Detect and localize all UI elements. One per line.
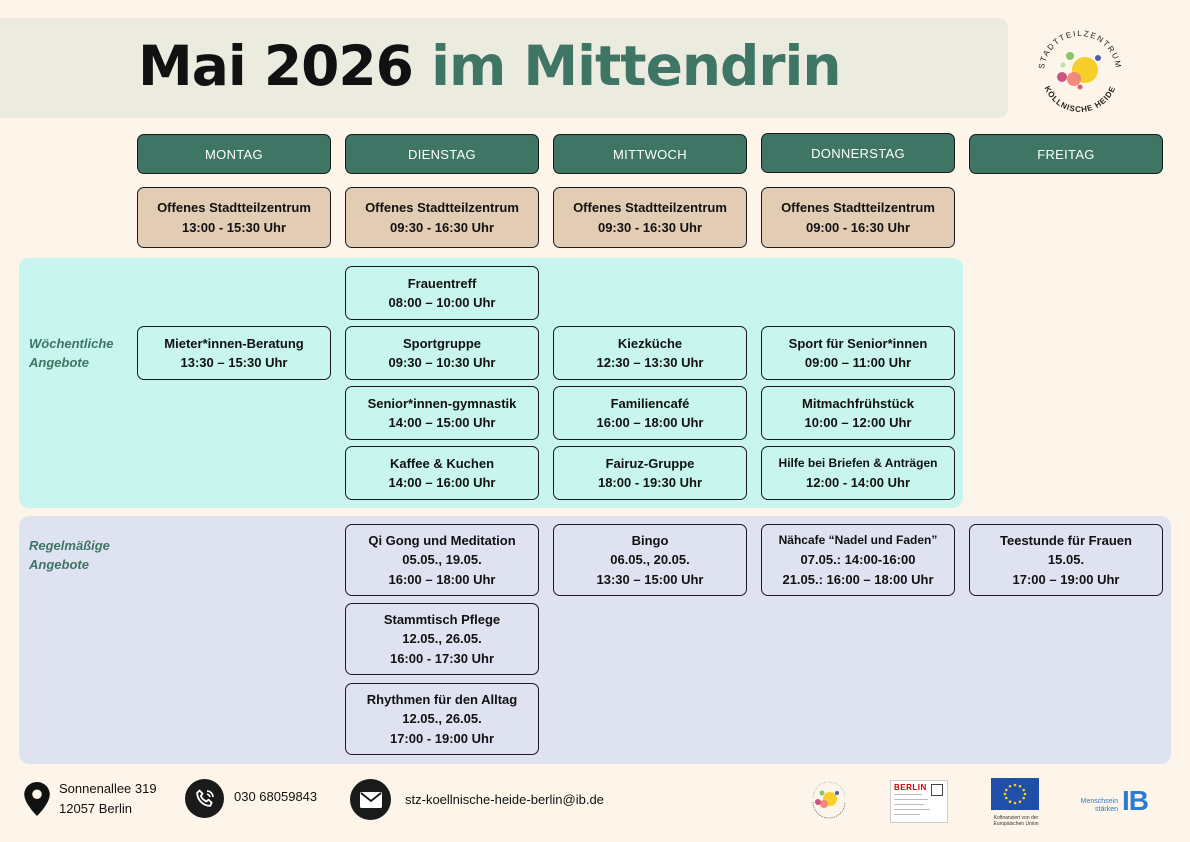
email-address[interactable]: stz-koellnische-heide-berlin@ib.de	[405, 791, 604, 807]
title-place: im Mittendrin	[431, 34, 841, 98]
event-time: 16:00 - 17:30 Uhr	[389, 650, 495, 666]
regular-offers-label	[29, 536, 110, 574]
event-name: Hilfe bei Briefen & Anträgen	[778, 455, 938, 470]
day-header-montag: MONTAG	[137, 134, 331, 174]
berlin-logo-text: BERLIN	[894, 783, 927, 792]
event-name: Stammtisch Pflege	[383, 611, 501, 627]
logo-text-top: STADTTEILZENTRUM	[1037, 30, 1123, 70]
eu-logo	[986, 778, 1046, 826]
event-time: 13:30 – 15:30 Uhr	[180, 355, 288, 370]
event-name: Sport für Senior*innen	[788, 335, 928, 351]
event-bingo	[553, 524, 747, 596]
event-name: Kiezküche	[617, 335, 683, 351]
event-time: 10:00 – 12:00 Uhr	[804, 415, 912, 430]
event-name: Bingo	[631, 532, 669, 548]
event-name: Mitmachfrühstück	[802, 395, 914, 411]
ib-logo	[1078, 785, 1154, 819]
eu-flag-icon	[991, 778, 1039, 810]
event-time: 08:00 – 10:00 Uhr	[388, 295, 496, 310]
event-time: 18:00 - 19:30 Uhr	[597, 475, 703, 490]
event-sportgruppe	[345, 326, 539, 380]
open-center-montag	[137, 187, 331, 248]
page-title	[138, 34, 841, 98]
event-time: 09:30 - 16:30 Uhr	[389, 219, 495, 235]
event-familiencafe	[553, 386, 747, 440]
day-header-dienstag: DIENSTAG	[345, 134, 539, 174]
open-center-mittwoch	[553, 187, 747, 248]
title-month: Mai 2026	[138, 34, 413, 98]
footer-phone	[185, 779, 317, 818]
event-naehcafe	[761, 524, 955, 596]
footer-address	[24, 779, 157, 819]
event-fairuz-gruppe	[553, 446, 747, 500]
event-frauentreff	[345, 266, 539, 320]
regular-label-line2: Angebote	[29, 557, 89, 572]
logo-text-bottom: KÖLLNISCHE HEIDE	[1042, 84, 1118, 115]
event-name: Offenes Stadtteilzentrum	[157, 200, 311, 215]
event-time: 16:00 – 18:00 Uhr	[388, 571, 496, 587]
ib-slogan-line1: Menschsein	[1080, 798, 1118, 805]
phone-number[interactable]: 030 68059843	[234, 788, 318, 804]
address-line1: Sonnenallee 319	[59, 781, 157, 796]
event-time: 12:00 - 14:00 Uhr	[805, 475, 911, 490]
eu-logo-text: Kofinanziert von der Europäischen Union	[993, 815, 1039, 827]
event-mitmachfruehstueck	[761, 386, 955, 440]
event-rhythmen	[345, 683, 539, 755]
event-dates: 15.05.	[1047, 552, 1085, 568]
event-name: Kaffee & Kuchen	[389, 455, 495, 471]
regular-label-line1: Regelmäßige	[29, 538, 110, 553]
event-time: 14:00 – 15:00 Uhr	[388, 415, 496, 430]
event-name: Nähcafe “Nadel und Faden”	[778, 532, 938, 547]
event-dates: 05.05., 19.05.	[402, 552, 482, 568]
event-time: 09:00 – 11:00 Uhr	[804, 355, 912, 370]
event-teestunde	[969, 524, 1163, 596]
event-dates: 12.05., 26.05.	[402, 631, 482, 647]
open-center-dienstag	[345, 187, 539, 248]
event-name: Rhythmen für den Alltag	[366, 691, 518, 707]
weekly-label-line1: Wöchentliche	[29, 336, 114, 351]
day-header-mittwoch: MITTWOCH	[553, 134, 747, 174]
weekly-offers-label	[29, 334, 114, 372]
event-name: Fairuz-Gruppe	[605, 455, 695, 471]
footer-email	[350, 779, 604, 820]
event-stammtisch-pflege	[345, 603, 539, 675]
event-dates: 07.05.: 14:00-16:00	[800, 552, 916, 568]
event-time: 13:30 – 15:00 Uhr	[596, 571, 704, 587]
open-center-donnerstag	[761, 187, 955, 248]
event-time: 09:30 – 10:30 Uhr	[388, 355, 496, 370]
event-name: Qi Gong und Meditation	[368, 532, 516, 548]
event-dates: 06.05., 20.05.	[610, 552, 690, 568]
ib-slogan-line2: stärken	[1095, 806, 1118, 813]
address-line2: 12057 Berlin	[59, 801, 132, 816]
day-header-freitag: FREITAG	[969, 134, 1163, 174]
event-name: Offenes Stadtteilzentrum	[365, 200, 519, 215]
ib-slogan	[1078, 798, 1118, 814]
address-text	[59, 779, 157, 819]
weekly-label-line2: Angebote	[29, 355, 89, 370]
event-time: 16:00 – 18:00 Uhr	[596, 415, 704, 430]
stadtteilzentrum-small-logo	[807, 778, 851, 824]
berlin-logo	[890, 780, 948, 823]
event-mieter-beratung	[137, 326, 331, 380]
event-name: Mieter*innen-Beratung	[164, 335, 304, 351]
event-time: 14:00 – 16:00 Uhr	[388, 475, 496, 490]
event-time: 09:00 - 16:30 Uhr	[805, 219, 911, 235]
location-pin-icon	[24, 782, 50, 816]
event-time: 21.05.: 16:00 – 18:00 Uhr	[782, 571, 934, 587]
event-kiezkueche	[553, 326, 747, 380]
event-senior-gymnastik	[345, 386, 539, 440]
event-sport-senioren	[761, 326, 955, 380]
event-time: 13:00 - 15:30 Uhr	[181, 219, 287, 235]
stadtteilzentrum-logo	[1030, 30, 1130, 120]
event-name: Frauentreff	[407, 275, 477, 291]
event-dates: 12.05., 26.05.	[402, 711, 482, 727]
event-name: Offenes Stadtteilzentrum	[781, 200, 935, 215]
mail-icon	[350, 779, 391, 820]
event-name: Familiencafé	[610, 395, 690, 411]
event-name: Senior*innen-gymnastik	[367, 395, 517, 411]
event-hilfe-briefe	[761, 446, 955, 500]
event-time: 09:30 - 16:30 Uhr	[597, 219, 703, 235]
event-name: Teestunde für Frauen	[1000, 532, 1132, 548]
event-time: 17:00 – 19:00 Uhr	[1012, 571, 1120, 587]
event-time: 17:00 - 19:00 Uhr	[389, 730, 495, 746]
event-name: Sportgruppe	[403, 335, 481, 351]
ib-logo-text: IB	[1122, 785, 1148, 816]
phone-icon	[185, 779, 224, 818]
event-name: Offenes Stadtteilzentrum	[573, 200, 727, 215]
event-kaffee-kuchen	[345, 446, 539, 500]
event-qi-gong	[345, 524, 539, 596]
event-time: 12:30 – 13:30 Uhr	[596, 355, 704, 370]
day-header-donnerstag: DONNERSTAG	[761, 133, 955, 173]
